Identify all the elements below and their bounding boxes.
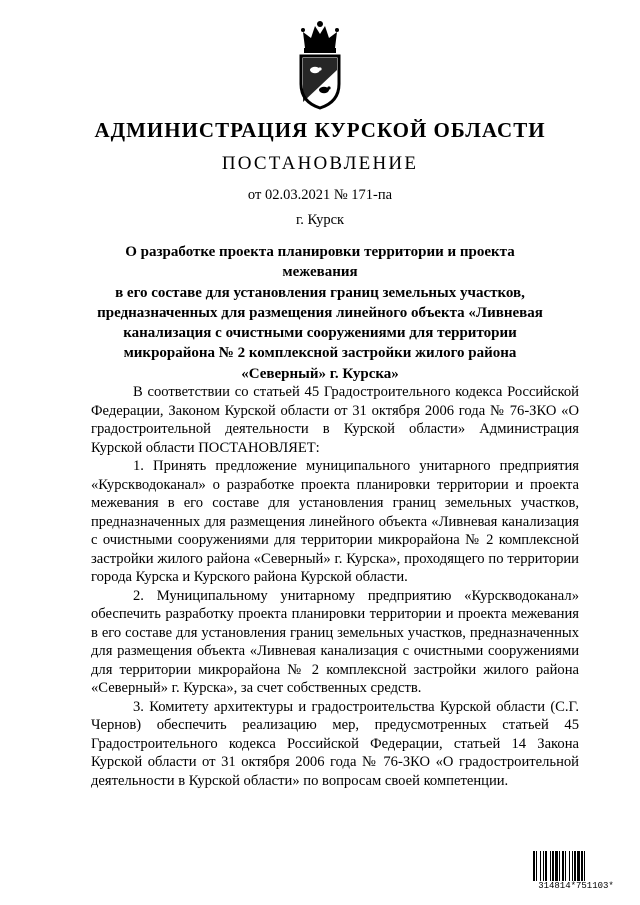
subject-line: в его составе для установления границ земельных участков, [115, 284, 525, 301]
body-paragraph-3: 3. Комитету архитектуры и градостроительства Курской области (С.Г. Чернов) обеспечить реализацию мер, предусмотренных статьей 45 Градостроительного кодекса Российской Федерации, статьей 14 Закона Курской области от 31 октября 2006 года № 76-ЗКО «О градостроительной деятельности в Курской области» по вопросам своей компетенции. [91, 698, 579, 789]
body-paragraph-preamble: В соответствии со статьей 45 Градостроительного кодекса Российской Федерации, Законом Курской области от 31 октября 2006 года № 76-ЗКО «О градостроительной деятельности в Курской области» Администрация Курской области ПОСТАНОВЛЯЕТ: [91, 384, 579, 456]
subject-line: «Северный» г. Курска» [241, 365, 399, 382]
document-type: ПОСТАНОВЛЕНИЕ [221, 153, 419, 174]
subject-line: канализация с очистными сооружениями для территории [123, 325, 517, 342]
barcode-number: 314814*751103* [532, 881, 620, 892]
subject-line: микрорайона № 2 комплексной застройки жилого района [123, 345, 517, 362]
document-city: г. Курск [295, 212, 345, 228]
body-paragraph-1: 1. Принять предложение муниципального унитарного предприятия «Курскводоканал» о разработке проекта планировки территории и проекта межевания в его составе для установления границ земельных участков, предназначенных для размещения линейного объекта «Ливневая канализация с очистными сооружениями для территории микрорайона № 2 комплексной застройки жилого района «Северный» г. Курска», проходящего по территории города Курска и Курского района Курской области. [91, 458, 579, 585]
subject-line: предназначенных для размещения линейного объекта «Ливневая [97, 304, 543, 321]
organization-title: АДМИНИСТРАЦИЯ КУРСКОЙ ОБЛАСТИ [94, 118, 546, 142]
kursk-coat-of-arms-icon [297, 18, 343, 110]
document-subject [90, 242, 550, 384]
body-paragraph-2: 2. Муниципальному унитарному предприятию «Курскводоканал» обеспечить разработку проекта планировки территории и проекта межевания в его составе для установления границ земельных участков, предназначенных для размещения объекта «Ливневая канализация с очистными сооружениями для территории микрорайона № 2 комплексной застройки жилого района «Северный» г. Курска», за счет собственных средств. [91, 587, 579, 696]
document-date-number: от 02.03.2021 № 171-па [247, 187, 393, 203]
subject-line: О разработке проекта планировки территории и проекта межевания [125, 244, 515, 281]
document-body [91, 383, 579, 790]
